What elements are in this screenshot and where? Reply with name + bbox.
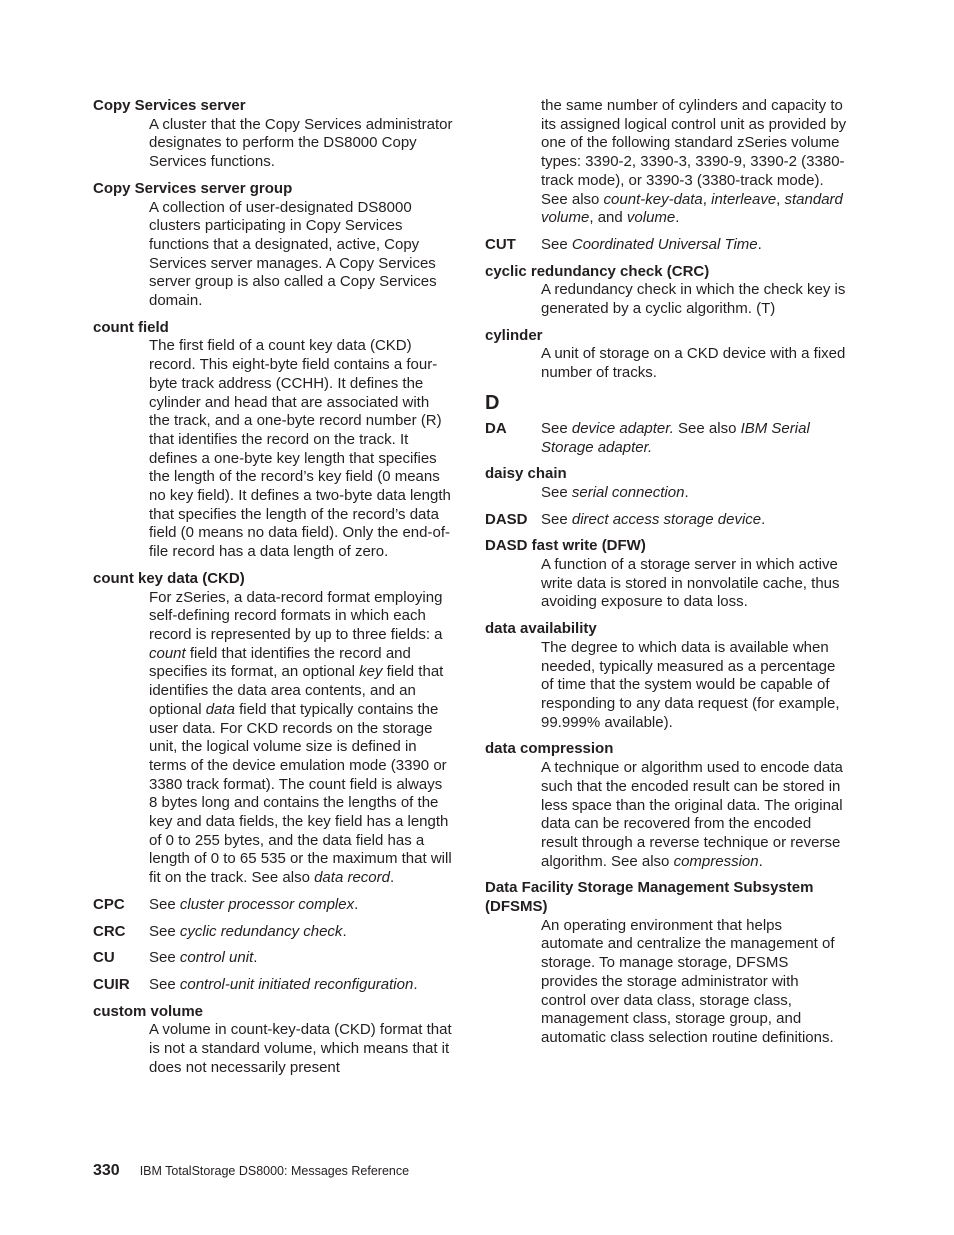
cross-reference: control-unit initiated reconfiguration [179,975,414,993]
cross-reference: cyclic redundancy check [179,922,343,940]
punctuation: , [776,190,785,208]
punctuation: , [702,190,712,208]
definition [149,923,453,942]
punctuation: . [675,209,680,227]
definition: The degree to which data is available when needed, typically measured as a percentage of time that the system would be capable of responding to any data request (for example, 99.999% available). [541,638,840,731]
cross-reference: Coordinated Universal Time [571,235,758,253]
term: cylinder [485,326,543,344]
definition: The first field of a count key data (CKD) record. This eight-byte field contains a four-byte track address (CCHH). It defines the cylinder and head that are associated with the track, and a one-byte record number (R) that identifies the record on the track. It defines a one-byte key length that specifies the length of the record’s key field (0 means no key field). It defines a two-byte data length that specifies the length of the record’s data field (0 means no data field). Only the end-of-file record has a data length of zero. [149,337,451,561]
right-column [485,97,847,1056]
see-label: See [149,922,180,940]
see-also-label: See also [673,419,741,437]
term: CU [93,949,115,967]
footer-title: IBM TotalStorage DS8000: Messages Reference [139,1164,410,1178]
definition [149,589,453,888]
term: count field [93,318,169,336]
emphasis: key [359,663,383,681]
cross-reference: standard volume [541,190,843,227]
emphasis: data [205,700,235,718]
definition [541,236,847,255]
glossary-entry-count-key-data [93,570,453,888]
see-label: See [541,419,572,437]
term: count key data (CKD) [93,569,245,587]
page-footer [93,1162,409,1180]
glossary-entry-cpc [93,896,453,915]
page-number: 330 [93,1162,120,1179]
definition [149,976,453,995]
cross-reference: serial connection [571,483,685,501]
cross-reference: count-key-data [603,190,703,208]
glossary-entry-custom-volume [93,1003,453,1078]
punctuation: . [761,510,766,528]
definition-text: field that identifies the data area contents, and an optional [149,663,444,718]
section-letter-heading: D [485,391,500,414]
punctuation: . [684,483,689,501]
glossary-entry-da [485,420,847,457]
cross-reference: device adapter. [571,419,674,437]
term: data availability [485,620,597,638]
glossary-entry-cut [485,236,847,255]
glossary-entry-count-field [93,319,453,562]
term: CUT [485,235,516,253]
term: data compression [485,740,614,758]
cross-reference: cluster processor complex [179,895,355,913]
glossary-entry-data-compression [485,740,847,871]
definition-text: . [389,869,395,887]
glossary-entry-crc [93,923,453,942]
custom-volume-definition-continued [541,97,847,228]
see-label: See [149,895,180,913]
definition-text: field that typically contains the user data. For CKD records on the storage unit, the logical volume size is defined in terms of the device emulation mode (3390 or 3380 track format). The count field is always 8 bytes long and contains the lengths of the key and data fields, the key field has a length of 0 to 255 bytes, and the data field has a length of 0 to 65 535 or the maximum that will fit on the track. See also [149,700,452,887]
glossary-entry-copy-services-server [93,97,453,172]
definition: A collection of user-designated DS8000 clusters participating in Copy Services functions that a designated, active, Copy Services server manages. A Copy Services server group is also called a Copy Services domain. [149,198,437,310]
definition: A function of a storage server in which active write data is stored in nonvolatile cache, thus avoiding exposure to data loss. [541,556,840,611]
definition [149,949,453,968]
glossary-entry-cuir [93,976,453,995]
definition [541,420,847,457]
glossary-entry-copy-services-server-group [93,180,453,311]
emphasis: count [149,644,186,662]
definition-text: For zSeries, a data-record format employing self-defining record formats in which each record is represented by up to three fields: a [149,588,443,643]
glossary-entry-cylinder [485,327,847,383]
glossary-entry-data-availability [485,620,847,732]
see-label: See [541,235,572,253]
definition-text: the same number of cylinders and capacity to its assigned logical control unit as provided by one of the following standard zSeries volume types: 3390-2, 3390-3, 3390-9, 3390-2 (3380-track mode), or 3390-3 (3380-track mode). See also [541,97,847,208]
cross-reference: volume [626,209,676,227]
definition [541,484,847,503]
punctuation: , and [589,209,627,227]
term: CRC [93,922,126,940]
see-label: See [541,483,572,501]
see-label: See [149,975,180,993]
definition [541,759,847,871]
term: DA [485,419,507,437]
glossary-entry-dfsms [485,879,847,1047]
definition-text: field that identifies the record and specifies its format, an optional [149,644,411,681]
cross-reference: control unit [179,949,254,967]
punctuation: . [413,975,418,993]
punctuation: . [342,922,347,940]
term: cyclic redundancy check (CRC) [485,262,710,280]
definition [149,896,453,915]
punctuation: . [253,949,258,967]
term: custom volume [93,1002,204,1020]
cross-reference: data record [314,869,390,887]
punctuation: . [757,235,762,253]
glossary-entry-daisy-chain [485,465,847,502]
see-label: See [149,949,180,967]
term: CPC [93,895,125,913]
cross-reference: IBM Serial Storage adapter. [541,419,810,456]
term: Data Facility Storage Management Subsystem (DFSMS) [485,879,814,916]
definition [541,511,847,530]
glossary-entry-dasd [485,511,847,530]
see-label: See [541,510,572,528]
definition: A redundancy check in which the check key is generated by a cyclic algorithm. (T) [541,281,846,318]
glossary-entry-cu [93,949,453,968]
definition: A volume in count-key-data (CKD) format that is not a standard volume, which means that it does not necessarily present [149,1021,452,1076]
definition: A cluster that the Copy Services administrator designates to perform the DS8000 Copy Services functions. [149,115,453,171]
term: Copy Services server group [93,179,293,197]
left-column [93,97,453,1085]
cross-reference: direct access storage device [571,510,762,528]
term: DASD fast write (DFW) [485,537,646,555]
glossary-entry-cyclic-redundancy-check [485,263,847,319]
term: Copy Services server [93,97,246,114]
definition: A unit of storage on a CKD device with a fixed number of tracks. [541,345,846,382]
punctuation: . [354,895,359,913]
term: CUIR [93,975,130,993]
cross-reference: interleave [711,190,777,208]
term: DASD [485,510,528,528]
definition: An operating environment that helps automate and centralize the management of storage. To manage storage, DFSMS provides the storage administrator with control over data class, storage class, management class, storage group, and automatic class selection routine definitions. [541,916,835,1046]
term: daisy chain [485,465,567,483]
punctuation: . [758,852,763,870]
cross-reference: compression [673,852,759,870]
glossary-entry-dasd-fast-write [485,537,847,612]
definition-text: A technique or algorithm used to encode data such that the encoded result can be stored in less space than the original data. The original data can be recovered from the encoded result through a reverse technique or reverse algorithm. See also [541,759,843,870]
